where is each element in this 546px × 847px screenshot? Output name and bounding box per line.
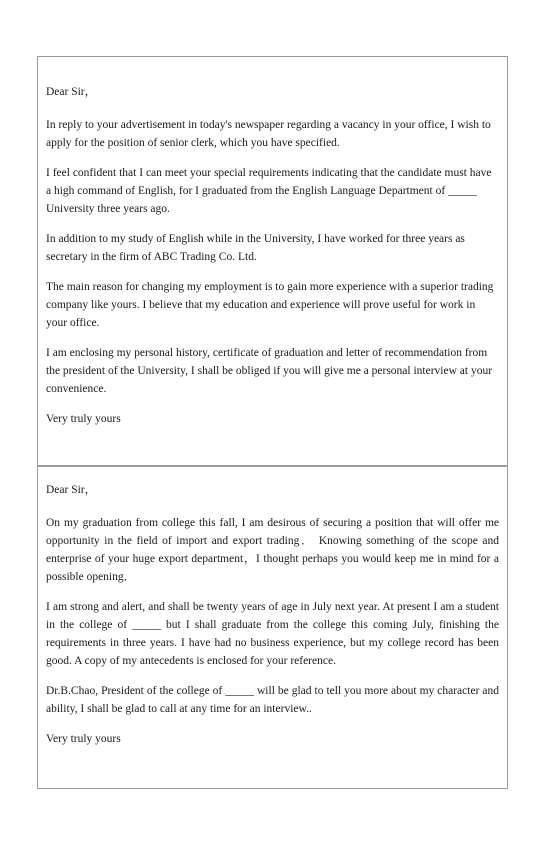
letter-1-body <box>46 83 499 428</box>
letter-2-closing: Very truly yours <box>46 733 121 745</box>
letter-2 <box>37 466 508 789</box>
letter-2-greeting: Dear Sir， <box>46 484 97 496</box>
letter-2-body <box>46 481 499 748</box>
letter-1-paragraph-1: In reply to your advertisement in today's newspaper regarding a vacancy in your office, I wish to apply for the position of senior clerk, which you have specified. <box>46 119 491 149</box>
letter-2-paragraph-3: Dr.B.Chao, President of the college of _____ will be glad to tell you more about my character and ability, I shall be glad to call at any time for an interview.. <box>46 685 499 715</box>
letter-1-paragraph-5: I am enclosing my personal history, certificate of graduation and letter of recommendation from the president of the University, I shall be obliged if you will give me a personal interview at your convenience. <box>46 347 493 395</box>
letter-1-paragraph-2: I feel confident that I can meet your special requirements indicating that the candidate must have a high command of English, for I graduated from the English Language Department of _____ University three years ago. <box>46 167 492 215</box>
letter-1 <box>37 56 508 466</box>
letter-1-greeting: Dear Sir， <box>46 86 97 98</box>
letter-1-paragraph-3: In addition to my study of English while in the University, I have worked for three years as secretary in the firm of ABC Trading Co. Ltd. <box>46 233 465 263</box>
letter-1-paragraph-4: The main reason for changing my employment is to gain more experience with a superior trading company like yours. I believe that my education and experience will prove useful for work in your office. <box>46 281 494 329</box>
letter-1-closing: Very truly yours <box>46 413 121 425</box>
letter-2-paragraph-1: On my graduation from college this fall, I am desirous of securing a position that will offer me opportunity in the field of import and export trading． Knowing something of the scope and enterprise of your huge export department，I thought perhaps you would keep me in mind for a possible opening． <box>46 517 499 583</box>
letter-2-paragraph-2: I am strong and alert, and shall be twenty years of age in July next year. At present I am a student in the college of _____ but I shall graduate from the college this coming July, finishing the requirements in three years. I have had no business experience, but my college record has been good. A copy of my antecedents is enclosed for your reference. <box>46 601 499 667</box>
